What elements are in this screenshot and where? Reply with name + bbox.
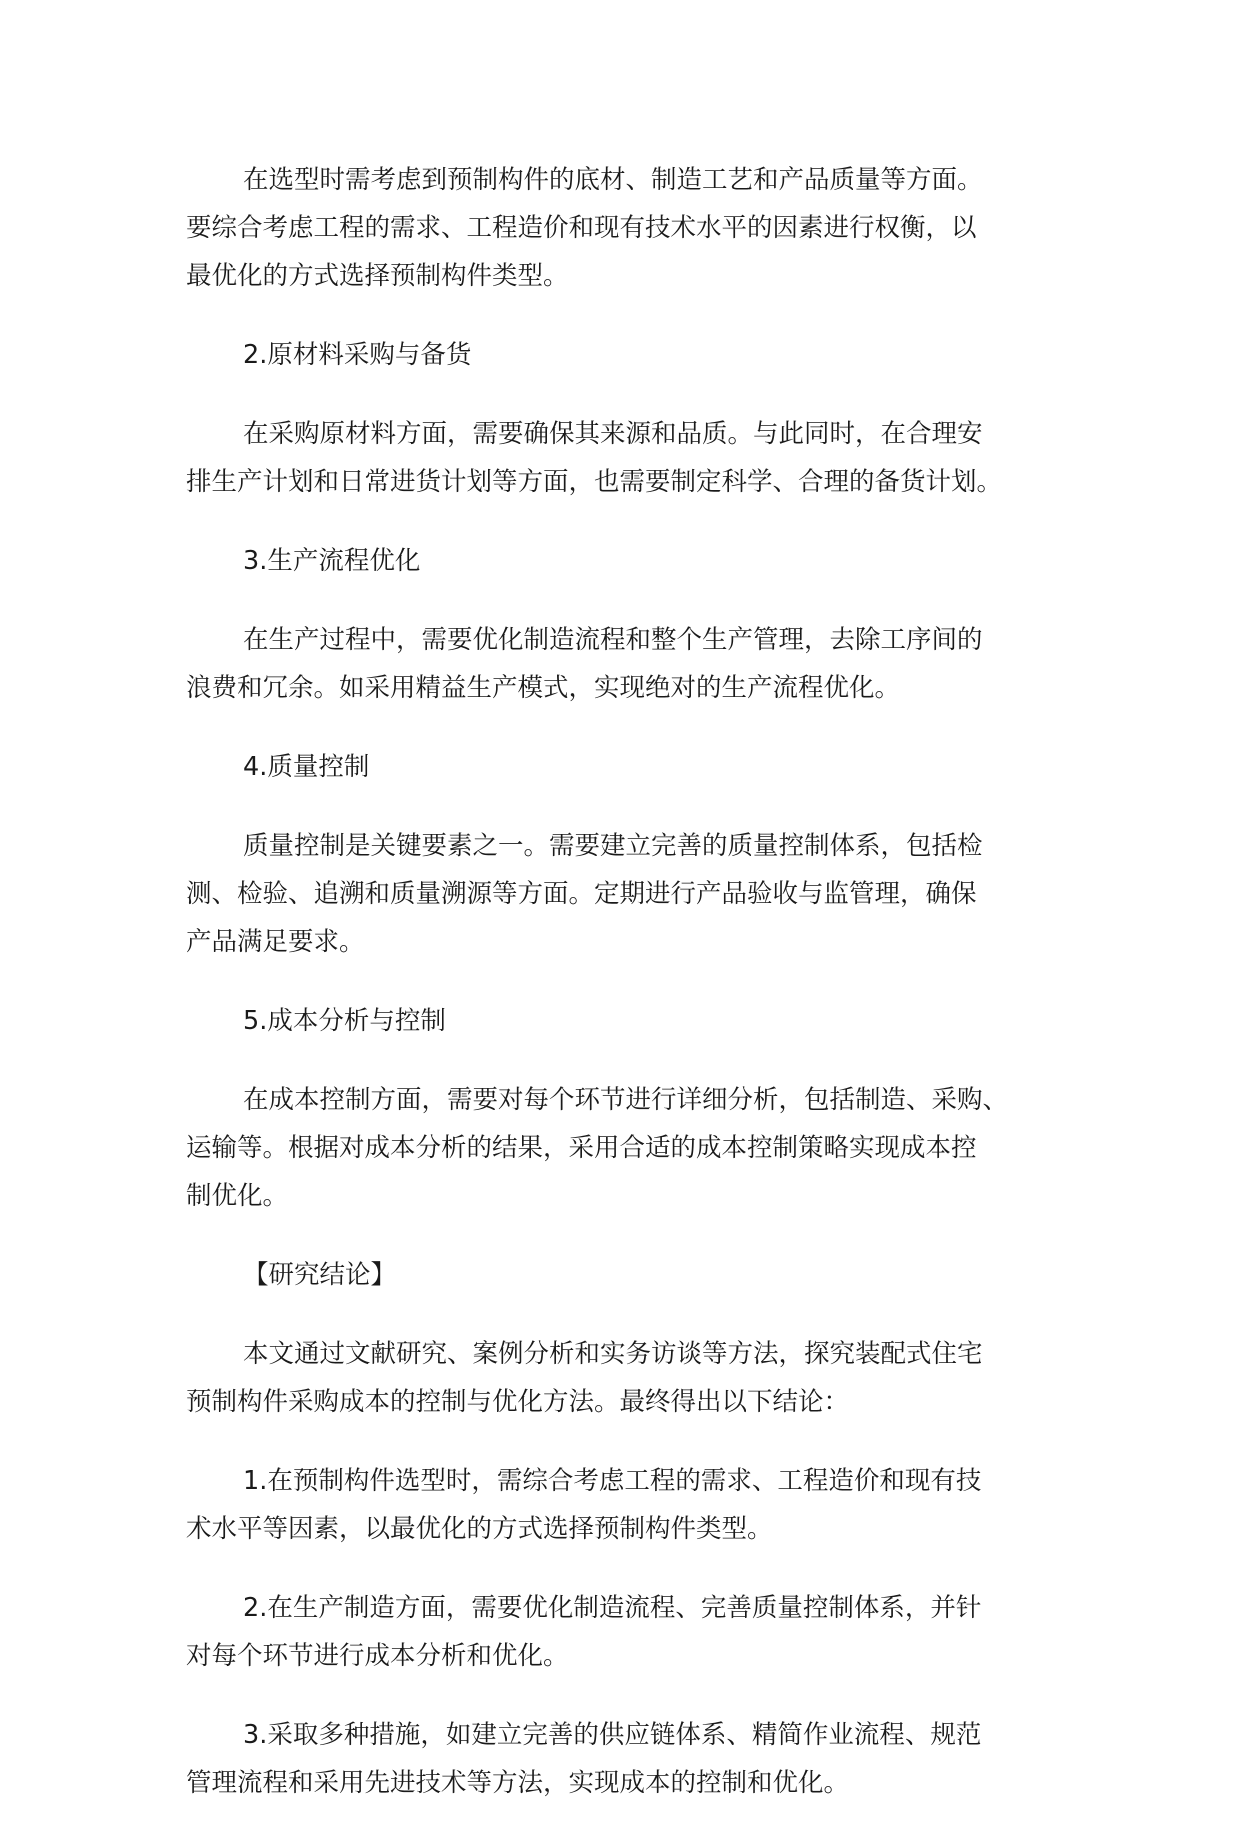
- text-line: 在生产过程中，需要优化制造流程和整个生产管理，去除工序间的: [243, 625, 983, 655]
- section-heading: [186, 331, 1086, 379]
- heading-text: 5.成本分析与控制: [243, 1006, 446, 1036]
- text-line: 本文通过文献研究、案例分析和实务访谈等方法，探究装配式住宅: [243, 1339, 983, 1369]
- text-line: 对每个环节进行成本分析和优化。: [186, 1641, 569, 1671]
- text-line: 预制构件采购成本的控制与优化方法。最终得出以下结论：: [186, 1387, 850, 1417]
- paragraph: [186, 1711, 1086, 1807]
- text-line: 运输等。根据对成本分析的结果，采用合适的成本控制策略实现成本控: [186, 1133, 977, 1163]
- paragraph: [186, 616, 1086, 712]
- text-line: 在选型时需考虑到预制构件的底材、制造工艺和产品质量等方面。: [243, 165, 983, 195]
- paragraph: [186, 410, 1086, 506]
- text-line: 最优化的方式选择预制构件类型。: [186, 261, 569, 291]
- paragraph: [186, 1584, 1086, 1680]
- text-line: 1.在预制构件选型时，需综合考虑工程的需求、工程造价和现有技: [243, 1466, 982, 1496]
- section-heading: [186, 743, 1086, 791]
- paragraph: [186, 1457, 1086, 1553]
- text-line: 质量控制是关键要素之一。需要建立完善的质量控制体系，包括检: [243, 831, 983, 861]
- text-line: 测、检验、追溯和质量溯源等方面。定期进行产品验收与监管理，确保: [186, 879, 977, 909]
- text-line: 在采购原材料方面，需要确保其来源和品质。与此同时，在合理安: [243, 419, 983, 449]
- section-heading: [186, 537, 1086, 585]
- text-line: 制优化。: [186, 1181, 289, 1211]
- heading-text: 4.质量控制: [243, 752, 370, 782]
- text-line: 排生产计划和日常进货计划等方面，也需要制定科学、合理的备货计划。: [186, 467, 1003, 497]
- text-line: 要综合考虑工程的需求、工程造价和现有技术水平的因素进行权衡，以: [186, 213, 977, 243]
- text-line: 术水平等因素，以最优化的方式选择预制构件类型。: [186, 1514, 773, 1544]
- heading-text: 【研究结论】: [243, 1260, 397, 1290]
- paragraph: [186, 1076, 1086, 1220]
- section-heading: [186, 1251, 1086, 1299]
- document-page: [186, 156, 1086, 1838]
- paragraph: [186, 1330, 1086, 1426]
- text-line: 管理流程和采用先进技术等方法，实现成本的控制和优化。: [186, 1768, 850, 1798]
- paragraph: [186, 822, 1086, 966]
- section-heading: [186, 997, 1086, 1045]
- text-line: 产品满足要求。: [186, 927, 365, 957]
- heading-text: 3.生产流程优化: [243, 546, 421, 576]
- text-line: 2.在生产制造方面，需要优化制造流程、完善质量控制体系，并针: [243, 1593, 982, 1623]
- paragraph: [186, 156, 1086, 300]
- text-line: 3.采取多种措施，如建立完善的供应链体系、精简作业流程、规范: [243, 1720, 982, 1750]
- text-line: 浪费和冗余。如采用精益生产模式，实现绝对的生产流程优化。: [186, 673, 901, 703]
- heading-text: 2.原材料采购与备货: [243, 340, 472, 370]
- text-line: 在成本控制方面，需要对每个环节进行详细分析，包括制造、采购、: [243, 1085, 1009, 1115]
